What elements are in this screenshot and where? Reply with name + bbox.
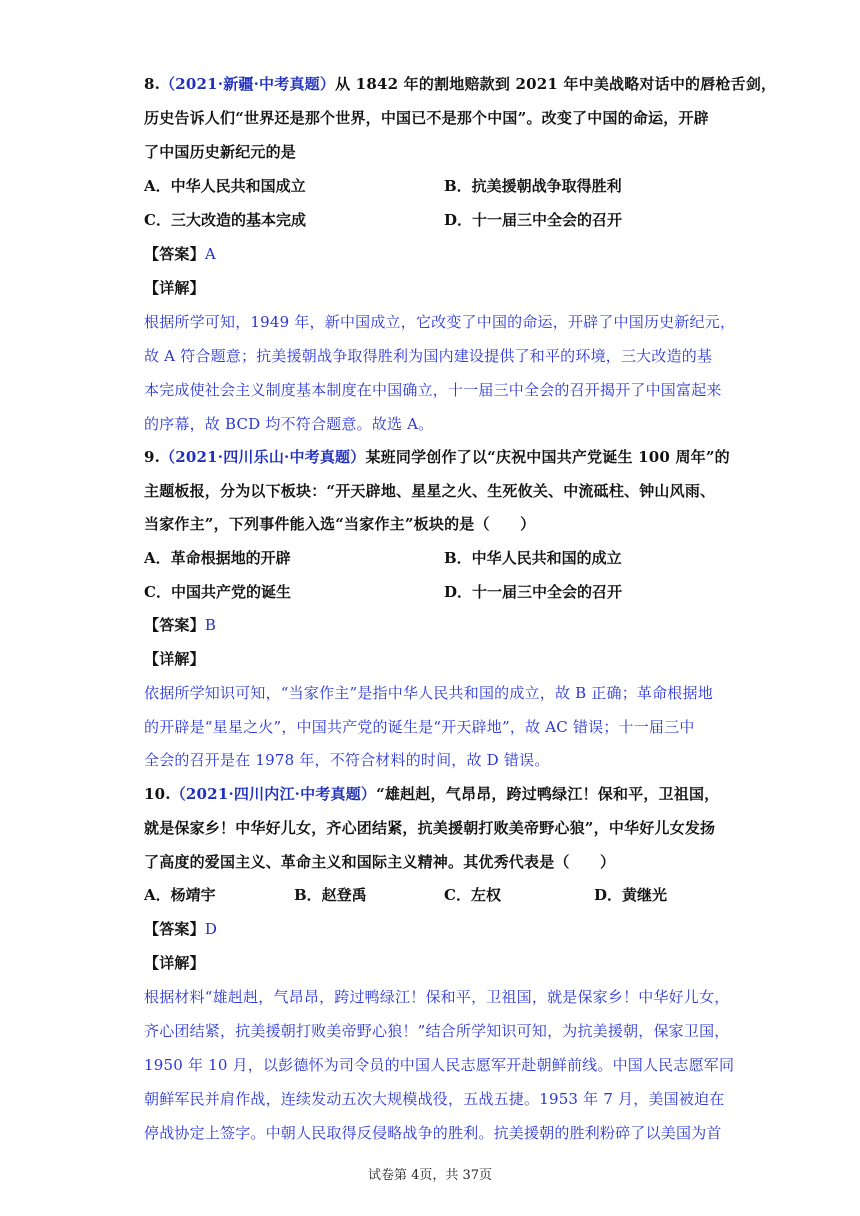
option-b: B．中华人民共和国的成立 (444, 549, 622, 567)
answer-label: 【答案】 (144, 245, 205, 263)
detail-text: 的开辟是“星星之火”，中国共产党的诞生是“开天辟地”，故 AC 错误；十一届三中 (144, 718, 695, 736)
question-number: 9. (144, 448, 161, 466)
option-a: A．中华人民共和国成立 (144, 177, 306, 195)
question-9-line-1 (144, 447, 730, 467)
question-stem: 历史告诉人们“世界还是那个世界，中国已不是那个中国”。改变了中国的命运，开辟 (144, 109, 709, 127)
detail-text: 故 A 符合题意；抗美援朝战争取得胜利为国内建设提供了和平的环境，三大改造的基 (144, 347, 713, 365)
detail-label: 【详解】 (144, 650, 205, 668)
question-source: （2021·四川内江·中考真题） (170, 785, 377, 803)
detail-text: 的序幕，故 BCD 均不符合题意。故选 A。 (144, 415, 434, 433)
option-a: A．革命根据地的开辟 (144, 549, 291, 567)
question-number: 10. (144, 785, 171, 803)
option-d: D．十一届三中全会的召开 (444, 211, 623, 229)
question-stem: 了中国历史新纪元的是 (144, 143, 297, 161)
option-a: A．杨靖宇 (144, 886, 216, 904)
question-number: 8. (144, 75, 161, 93)
option-c: C．三大改造的基本完成 (144, 211, 306, 229)
option-c: C．左权 (444, 886, 501, 904)
question-stem: 就是保家乡！中华好儿女，齐心团结紧，抗美援朝打败美帝野心狼”，中华好儿女发扬 (144, 819, 716, 837)
detail-text: 停战协定上签字。中朝人民取得反侵略战争的胜利。抗美援朝的胜利粉碎了以美国为首 (144, 1124, 722, 1142)
detail-text: 依据所学知识可知，“当家作主”是指中华人民共和国的成立，故 B 正确；革命根据地 (144, 684, 713, 702)
question-source: （2021·四川乐山·中考真题） (160, 448, 366, 466)
answer-value: A (204, 245, 216, 263)
detail-text: 本完成使社会主义制度基本制度在中国确立，十一届三中全会的召开揭开了中国富起来 (144, 381, 722, 399)
detail-text: 根据所学可知，1949 年，新中国成立，它改变了中国的命运，开辟了中国历史新纪元， (144, 313, 736, 331)
answer-line (144, 919, 217, 939)
question-stem: “雄赳赳，气昂昂，跨过鸭绿江！保和平，卫祖国， (376, 785, 720, 803)
question-stem: 了高度的爱国主义、革命主义和国际主义精神。其优秀代表是（ ） (144, 853, 616, 871)
question-stem: 从 1842 年的割地赔款到 2021 年中美战略对话中的唇枪舌剑， (335, 75, 777, 93)
answer-label: 【答案】 (144, 616, 205, 634)
answer-value: D (204, 920, 218, 938)
answer-line (144, 615, 216, 635)
option-b: B．抗美援朝战争取得胜利 (444, 177, 622, 195)
detail-text: 朝鲜军民并肩作战，连续发动五次大规模战役，五战五捷。1953 年 7 月，美国被迫在 (144, 1090, 725, 1108)
detail-text: 根据材料“雄赳赳，气昂昂，跨过鸭绿江！保和平，卫祖国，就是保家乡！中华好儿女， (144, 988, 730, 1006)
option-c: C．中国共产党的诞生 (144, 583, 291, 601)
detail-text: 全会的召开是在 1978 年，不符合材料的时间，故 D 错误。 (144, 751, 550, 769)
question-stem: 某班同学创作了以“庆祝中国共产党诞生 100 周年”的 (365, 448, 730, 466)
page-footer: 试卷第 4页，共 37页 (367, 1168, 493, 1183)
question-stem: 主题板报，分为以下板块：“开天辟地、星星之火、生死攸关、中流砥柱、钟山风雨、 (144, 482, 716, 500)
answer-label: 【答案】 (144, 920, 205, 938)
question-10-line-1 (144, 784, 719, 804)
answer-line (144, 244, 216, 264)
question-stem: 当家作主”，下列事件能入选“当家作主”板块的是（ ） (144, 515, 536, 533)
option-d: D．十一届三中全会的召开 (444, 583, 623, 601)
detail-text: 齐心团结紧，抗美援朝打败美帝野心狼！”结合所学知识可知，为抗美援朝，保家卫国， (144, 1022, 730, 1040)
option-b: B．赵登禹 (294, 886, 367, 904)
option-d: D．黄继光 (594, 886, 668, 904)
question-8-line-1 (144, 74, 776, 94)
answer-value: B (204, 616, 217, 634)
detail-text: 1950 年 10 月，以彭德怀为司令员的中国人民志愿军开赴朝鲜前线。中国人民志愿军同 (144, 1056, 735, 1074)
detail-label: 【详解】 (144, 279, 205, 297)
detail-label: 【详解】 (144, 954, 205, 972)
question-source: （2021·新疆·中考真题） (160, 75, 336, 93)
